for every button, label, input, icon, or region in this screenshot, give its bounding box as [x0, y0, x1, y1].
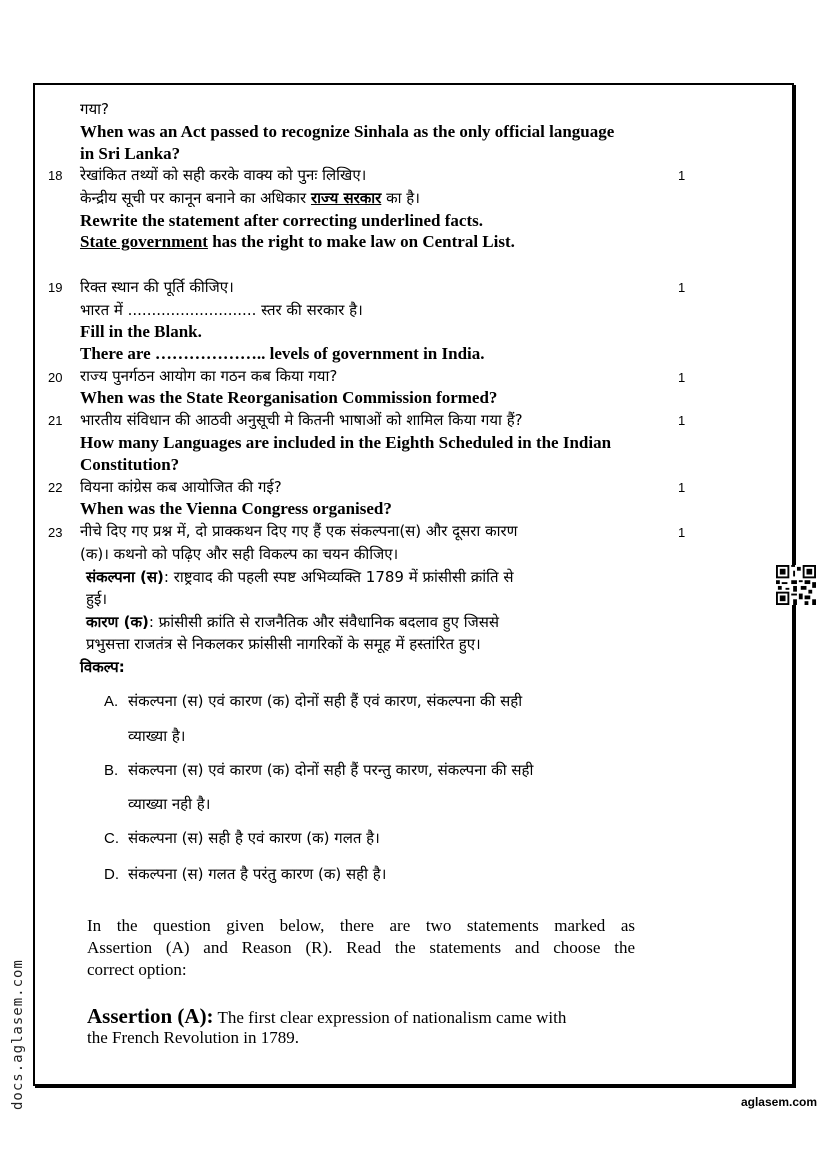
q20-marks: 1	[678, 370, 686, 385]
q21-marks: 1	[678, 413, 686, 428]
q18-hindi-underlined: राज्य सरकार	[310, 189, 382, 207]
site-name: aglasem.com	[740, 1095, 817, 1109]
option-b-letter: B.	[104, 762, 119, 779]
q23-assertion-line-1	[86, 567, 514, 587]
q23-hindi-line-2: (क)। कथनो को पढ़िए और सही विकल्प का चयन कीजिए।	[80, 545, 399, 563]
q18-english-line-1: Rewrite the statement after correcting underlined facts.	[80, 211, 483, 230]
option-a-line-1: संकल्पना (स) एवं कारण (क) दोनों सही हैं एवं कारण, संकल्पना की सही	[128, 692, 523, 710]
q23-english-assertion-label: Assertion (A):	[87, 1004, 214, 1028]
q19-hindi-line-1: रिक्त स्थान की पूर्ति कीजिए।	[80, 278, 234, 296]
q19-number: 19	[48, 280, 63, 295]
q23-number: 23	[48, 525, 63, 540]
q18-hindi-text-end: का है।	[381, 189, 420, 207]
q20-english: When was the State Reorganisation Commission formed?	[80, 388, 498, 407]
option-d-letter: D.	[104, 866, 119, 883]
q23-english-assertion-text: The first clear expression of nationalism came with	[213, 1008, 567, 1027]
option-c-letter: C.	[104, 830, 119, 847]
q18-hindi-line-2	[80, 188, 420, 208]
q23-instruction-line-1: In the question given below, there are two statements marked as	[87, 916, 635, 935]
q17-hindi-tail: गया?	[80, 100, 109, 118]
q21-number: 21	[48, 413, 63, 428]
q23-options-label: विकल्प:	[80, 658, 125, 676]
q18-english-line-2	[80, 232, 515, 252]
q23-reason-text: : फ्रांसीसी क्रांति से राजनैतिक और संवैधानिक बदलाव हुए जिससे	[148, 613, 500, 631]
option-b-line-1: संकल्पना (स) एवं कारण (क) दोनों सही हैं परन्तु कारण, संकल्पना की सही	[128, 761, 534, 779]
q23-assertion-line-2: हुई।	[86, 590, 108, 608]
option-a-line-2: व्याख्या है।	[128, 727, 186, 745]
q23-instruction-line-3: correct option:	[87, 960, 187, 979]
q23-instruction-line-2: Assertion (A) and Reason (R). Read the statements and choose the	[87, 938, 635, 957]
q23-reason-label: कारण (क)	[86, 613, 149, 631]
q22-english: When was the Vienna Congress organised?	[80, 499, 392, 518]
watermark: docs.aglasem.com	[10, 959, 26, 1110]
q19-english-line-1: Fill in the Blank.	[80, 322, 202, 341]
q23-english-assertion-line-2: the French Revolution in 1789.	[87, 1028, 300, 1047]
q23-english-assertion-line-1	[87, 1004, 566, 1029]
q23-assertion-text: : राष्ट्रवाद की पहली स्पष्ट अभिव्यक्ति 1789 में फ्रांसीसी क्रांति से	[163, 568, 514, 586]
q19-marks: 1	[678, 280, 686, 295]
q20-number: 20	[48, 370, 63, 385]
option-c-line-1: संकल्पना (स) सही है एवं कारण (क) गलत है।	[128, 829, 380, 847]
q22-hindi: वियना कांग्रेस कब आयोजित की गई?	[80, 478, 282, 496]
option-d-line-1: संकल्पना (स) गलत है परंतु कारण (क) सही है।	[128, 865, 387, 883]
q18-english-text: has the right to make law on Central List.	[207, 232, 515, 251]
q23-reason-line-1	[86, 612, 499, 632]
q18-english-underlined: State government	[80, 232, 208, 251]
q21-hindi: भारतीय संविधान की आठवी अनुसूची मे कितनी भाषाओं को शामिल किया गया हैं?	[80, 411, 523, 429]
q17-english-line-1: When was an Act passed to recognize Sinhala as the only official language	[80, 122, 615, 141]
q22-marks: 1	[678, 480, 686, 495]
q18-number: 18	[48, 168, 63, 183]
q23-hindi-line-1: नीचे दिए गए प्रश्न में, दो प्राक्कथन दिए गए हैं एक संकल्पना(स) और दूसरा कारण	[80, 522, 518, 540]
q22-number: 22	[48, 480, 63, 495]
q23-marks: 1	[678, 525, 686, 540]
option-a-letter: A.	[104, 693, 119, 710]
q21-english-line-2: Constitution?	[80, 455, 180, 474]
q20-hindi: राज्य पुनर्गठन आयोग का गठन कब किया गया?	[80, 367, 338, 385]
q18-marks: 1	[678, 168, 686, 183]
q21-english-line-1: How many Languages are included in the Eighth Scheduled in the Indian	[80, 433, 612, 452]
q23-reason-line-2: प्रभुसत्ता राजतंत्र से निकलकर फ्रांसीसी नागरिकों के समूह में हस्तांरित हुए।	[86, 635, 481, 653]
option-b-line-2: व्याख्या नही है।	[128, 795, 211, 813]
qr-code	[776, 565, 816, 605]
q18-hindi-line-1: रेखांकित तथ्यों को सही करके वाक्य को पुनः लिखिए।	[80, 166, 367, 184]
q19-hindi-line-2: भारत में ........................... स्तर की सरकार है।	[80, 301, 363, 319]
q18-hindi-text: केन्द्रीय सूची पर कानून बनाने का अधिकार	[80, 189, 311, 207]
q17-english-line-2: in Sri Lanka?	[80, 144, 181, 163]
q19-english-line-2: There are ……………….. levels of government in India.	[80, 344, 485, 363]
q23-assertion-label: संकल्पना (स)	[86, 568, 164, 586]
